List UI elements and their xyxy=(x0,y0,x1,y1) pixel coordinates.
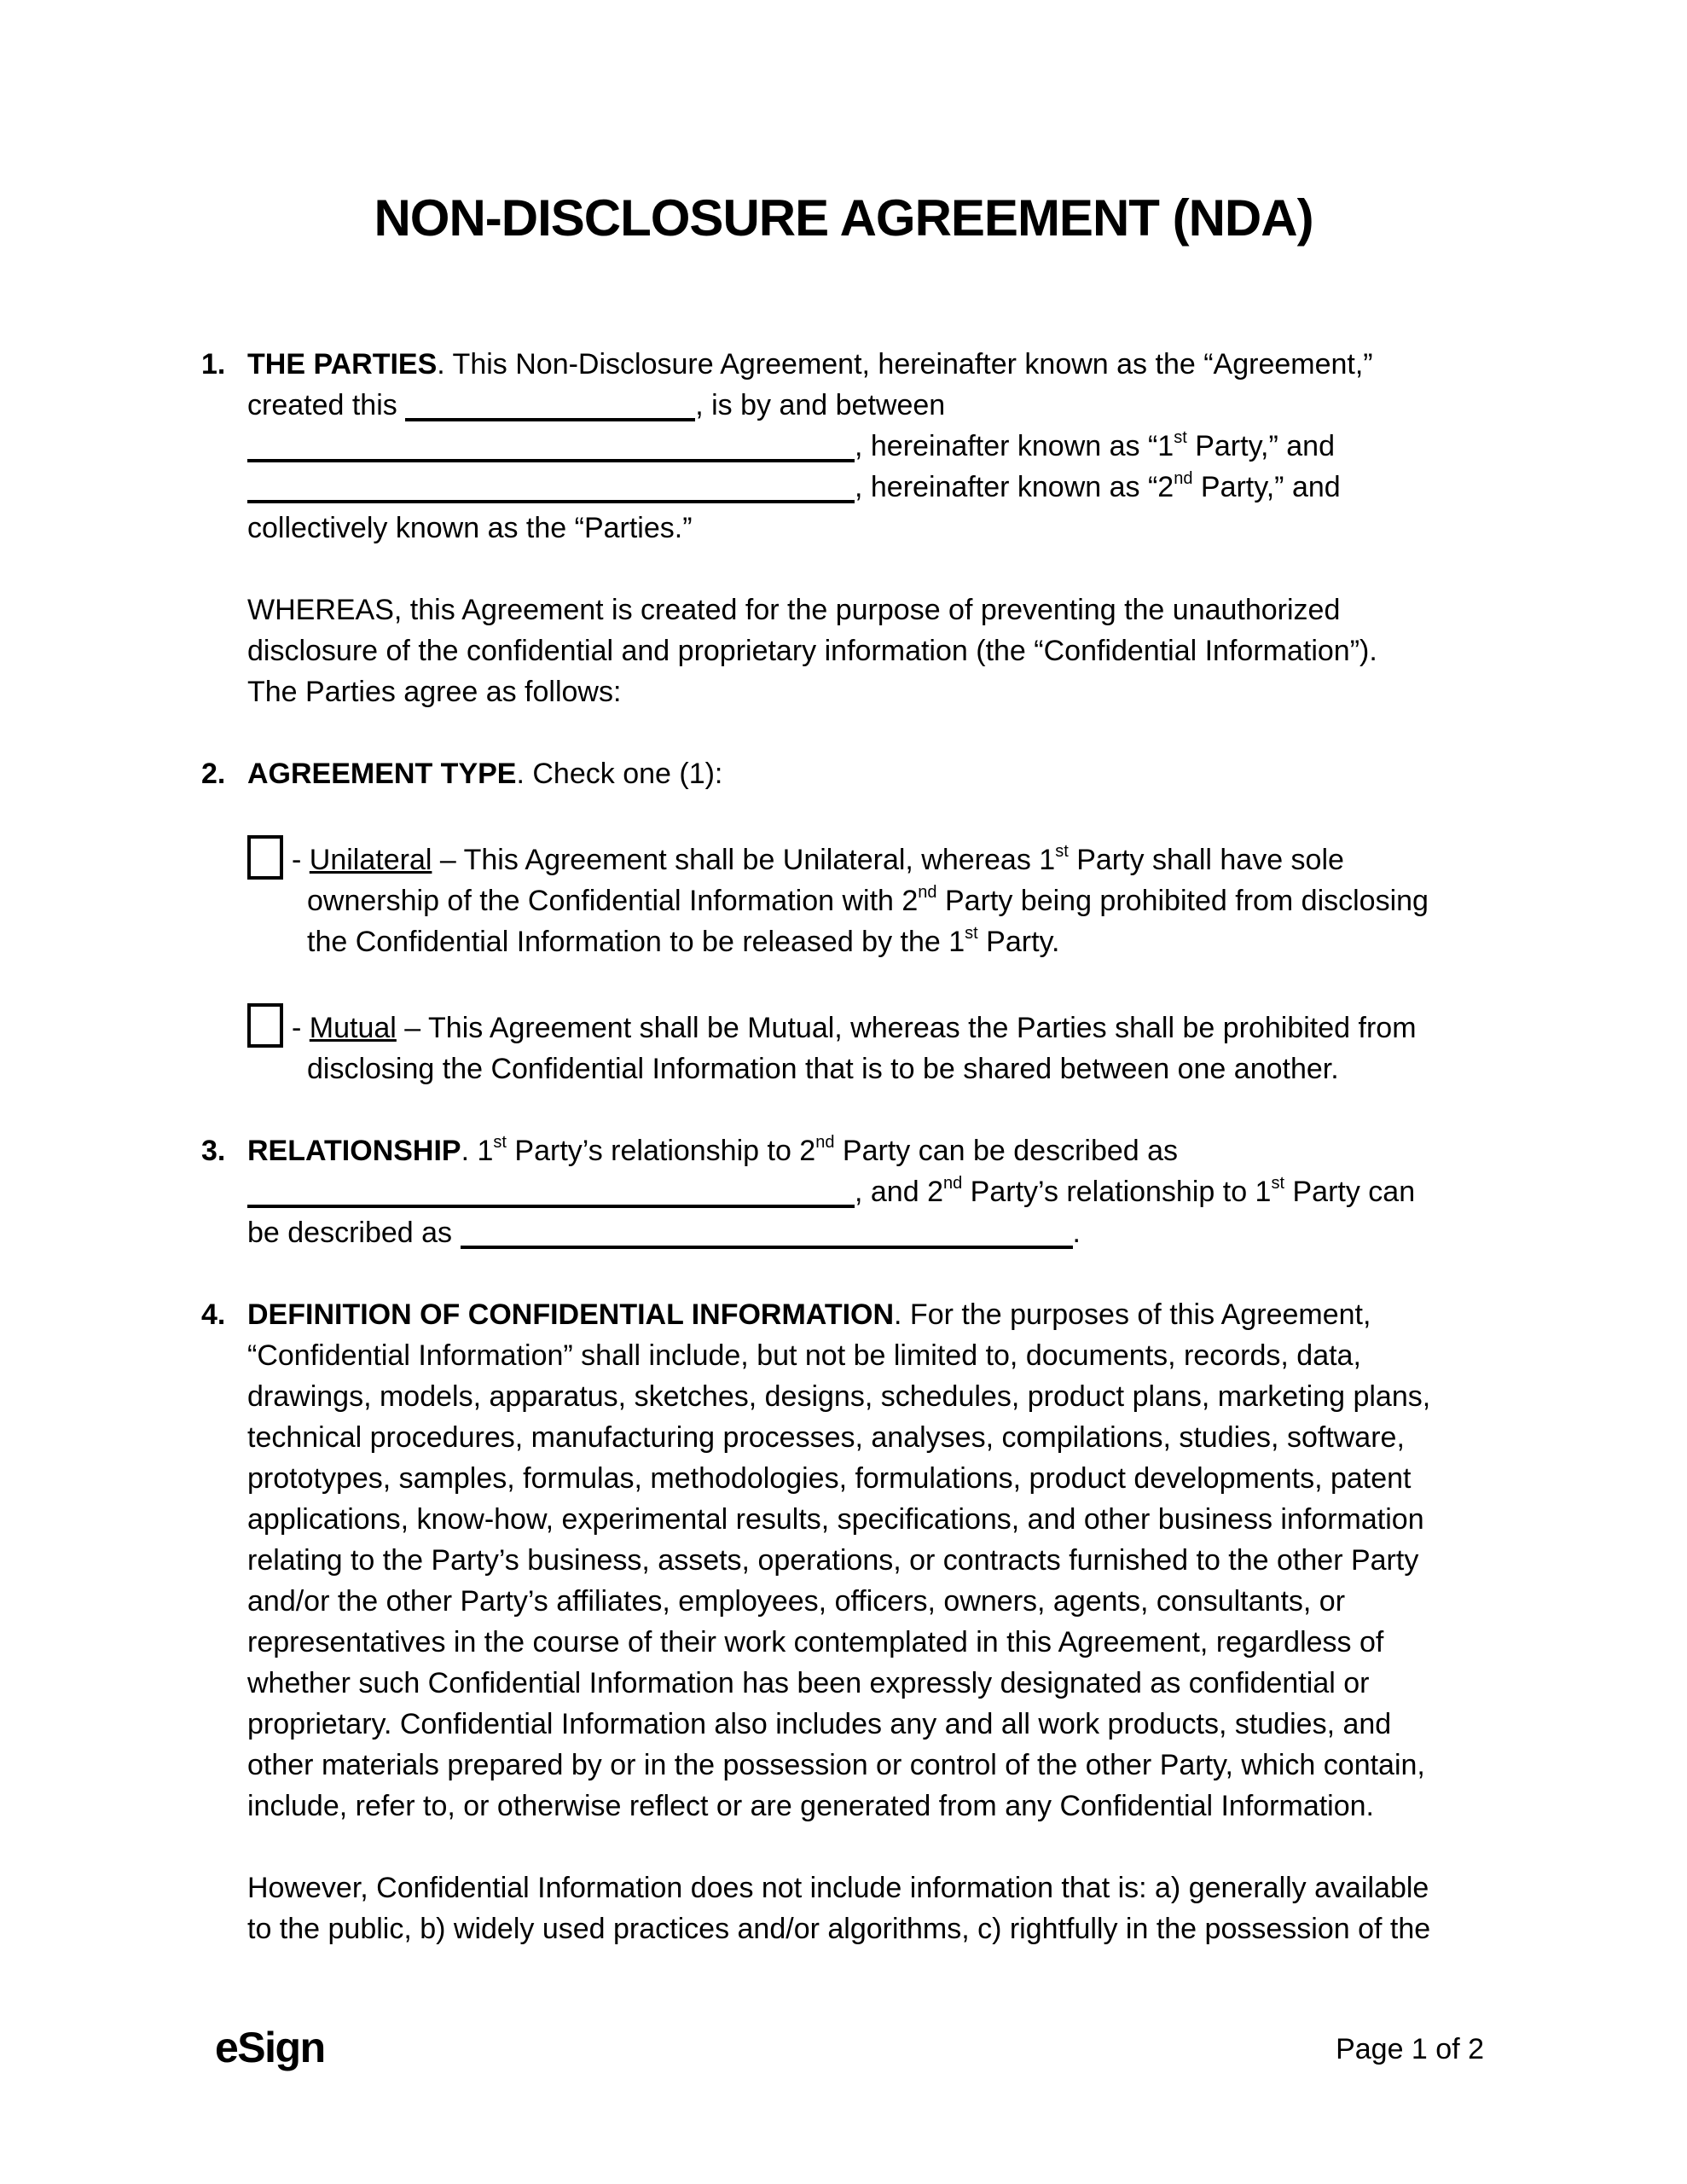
text-run: to the public, b) widely used practices and/or algorithms, c) rightfully in the possession of the xyxy=(247,1913,1431,1945)
text-run: . xyxy=(1072,1217,1081,1249)
text-run: – This Agreement shall be Unilateral, whereas 1 xyxy=(432,844,1056,876)
ordinal-suffix: st xyxy=(493,1133,507,1152)
first-party-relationship-blank-field[interactable] xyxy=(247,1179,855,1208)
text-run: created this xyxy=(247,389,406,421)
whereas-clause xyxy=(247,590,1491,712)
text-run: technical procedures, manufacturing processes, analyses, compilations, studies, software, xyxy=(247,1421,1405,1454)
text-run: relating to the Party’s business, assets, operations, or contracts furnished to the other Party xyxy=(247,1544,1419,1577)
section-3-relationship xyxy=(201,1130,1491,1253)
section-1-the-parties xyxy=(201,344,1491,549)
text-run: – This Agreement shall be Mutual, whereas the Parties shall be prohibited from xyxy=(396,1012,1417,1044)
text-run: - xyxy=(292,1012,310,1044)
text-run: Party can be described as xyxy=(834,1135,1179,1167)
mutual-label: Mutual xyxy=(309,1012,397,1044)
section-2-agreement-type xyxy=(201,753,1491,794)
checkbox-unilateral[interactable] xyxy=(247,835,283,880)
unilateral-option xyxy=(247,835,1491,962)
text-run: , and 2 xyxy=(855,1176,943,1208)
text-run: representatives in the course of their work contemplated in this Agreement, regardless of xyxy=(247,1626,1384,1658)
ordinal-suffix: nd xyxy=(815,1133,835,1152)
document-title: NON-DISCLOSURE AGREEMENT (NDA) xyxy=(374,189,1313,247)
text-run: Party’s relationship to 2 xyxy=(506,1135,816,1167)
text-run: be described as xyxy=(247,1217,461,1249)
text-run: collectively known as the “Parties.” xyxy=(247,512,693,544)
section-3-heading: RELATIONSHIP xyxy=(247,1135,461,1167)
first-party-name-blank-field[interactable] xyxy=(247,433,855,462)
text-run: Party shall have sole xyxy=(1068,844,1344,876)
text-run: drawings, models, apparatus, sketches, designs, schedules, product plans, marketing plans, xyxy=(247,1380,1431,1413)
text-run: prototypes, samples, formulas, methodologies, formulations, product developments, patent xyxy=(247,1462,1412,1495)
text-run: . For the purposes of this Agreement, xyxy=(894,1298,1371,1331)
text-run: proprietary. Confidential Information also includes any and all work products, studies, and xyxy=(247,1708,1392,1740)
however-clause xyxy=(247,1867,1491,1949)
text-run: , hereinafter known as “2 xyxy=(855,471,1174,503)
text-run: whether such Confidential Information has been expressly designated as confidential or xyxy=(247,1667,1370,1699)
section-4-heading: DEFINITION OF CONFIDENTIAL INFORMATION xyxy=(247,1298,895,1331)
text-run: . This Non-Disclosure Agreement, hereinafter known as the “Agreement,” xyxy=(437,348,1373,380)
second-party-relationship-blank-field[interactable] xyxy=(461,1220,1073,1249)
text-run: . 1 xyxy=(461,1135,494,1167)
text-run: Party,” and xyxy=(1186,430,1335,462)
section-2-heading: AGREEMENT TYPE xyxy=(247,758,517,790)
section-1-heading: THE PARTIES xyxy=(247,348,438,380)
text-run: Party. xyxy=(977,926,1060,958)
text-run: “Confidential Information” shall include, but not be limited to, documents, records, data, xyxy=(247,1339,1361,1372)
second-party-name-blank-field[interactable] xyxy=(247,474,855,503)
text-run: WHEREAS, this Agreement is created for the purpose of preventing the unauthorized xyxy=(247,594,1341,626)
ordinal-suffix: nd xyxy=(918,883,937,902)
ordinal-suffix: st xyxy=(965,924,978,943)
text-run: applications, know-how, experimental results, specifications, and other business information xyxy=(247,1503,1424,1536)
section-4-definition-of-confidential-information xyxy=(201,1294,1491,1827)
ordinal-suffix: st xyxy=(1055,842,1069,861)
ordinal-suffix: nd xyxy=(942,1174,963,1193)
text-run: and/or the other Party’s affiliates, employees, officers, owners, agents, consultants, or xyxy=(247,1585,1346,1618)
unilateral-label: Unilateral xyxy=(309,844,432,876)
text-run: include, refer to, or otherwise reflect or are generated from any Confidential Information. xyxy=(247,1790,1375,1822)
section-3-number: 3. xyxy=(201,1135,226,1167)
text-run: Party,” and xyxy=(1192,471,1341,503)
text-run: , hereinafter known as “1 xyxy=(855,430,1174,462)
text-run: . Check one (1): xyxy=(516,758,723,790)
text-run: Party can xyxy=(1284,1176,1416,1208)
text-run: , is by and between xyxy=(695,389,946,421)
ordinal-suffix: st xyxy=(1174,428,1187,447)
text-run: Party being prohibited from disclosing xyxy=(936,885,1429,917)
date-blank-field[interactable] xyxy=(405,392,695,421)
mutual-option xyxy=(247,1003,1491,1089)
ordinal-suffix: st xyxy=(1271,1174,1285,1193)
section-1-number: 1. xyxy=(201,348,226,380)
text-run: other materials prepared by or in the possession or control of the other Party, which contain, xyxy=(247,1749,1425,1781)
page-number-label: Page 1 of 2 xyxy=(1336,2033,1484,2065)
text-run: disclosing the Confidential Information that is to be shared between one another. xyxy=(307,1053,1339,1085)
text-run: ownership of the Confidential Information with 2 xyxy=(307,885,919,917)
text-run: disclosure of the confidential and proprietary information (the “Confidential Information”). xyxy=(247,635,1377,667)
text-run: the Confidential Information to be released by the 1 xyxy=(307,926,965,958)
text-run: However, Confidential Information does not include information that is: a) generally available xyxy=(247,1872,1429,1904)
text-run: The Parties agree as follows: xyxy=(247,676,622,708)
checkbox-mutual[interactable] xyxy=(247,1003,283,1048)
esign-logo: eSign xyxy=(215,2024,325,2071)
section-4-number: 4. xyxy=(201,1298,226,1331)
text-run: - xyxy=(292,844,310,876)
ordinal-suffix: nd xyxy=(1174,469,1193,488)
text-run: Party’s relationship to 1 xyxy=(962,1176,1272,1208)
section-2-number: 2. xyxy=(201,758,226,790)
document-body xyxy=(201,344,1491,1949)
